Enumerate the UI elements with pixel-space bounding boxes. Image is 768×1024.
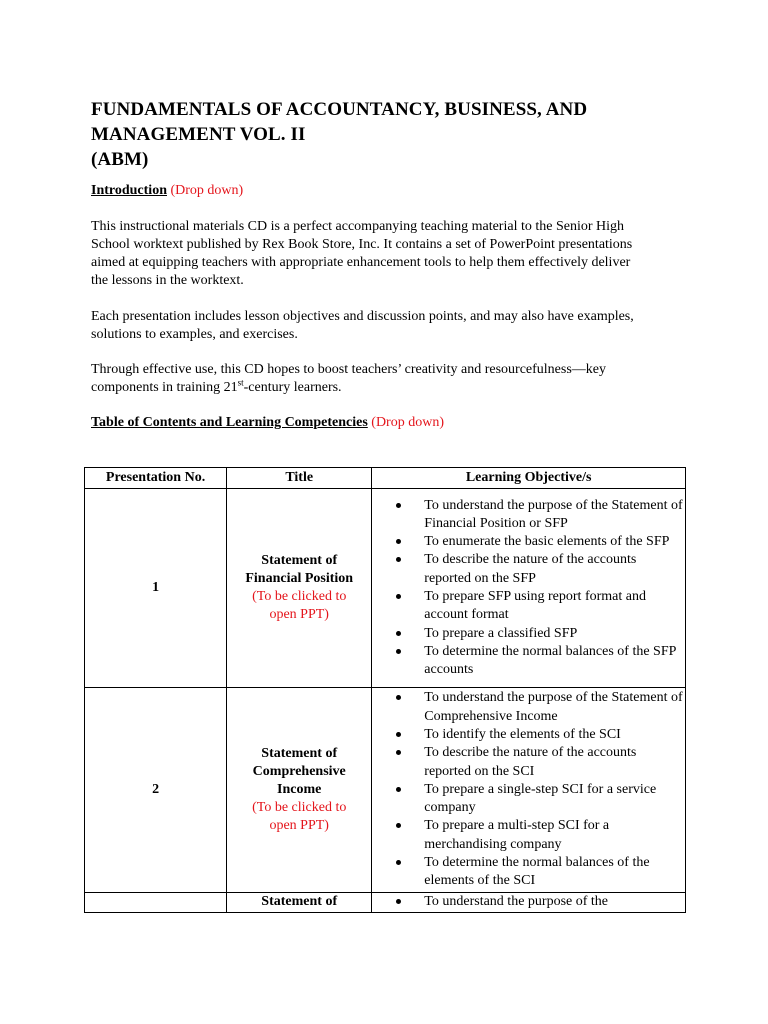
open-ppt-link[interactable] <box>227 588 371 624</box>
presentation-title-cell <box>227 893 372 913</box>
open-ppt-link-line[interactable]: (To be clicked to <box>252 800 347 815</box>
objective-item: To describe the nature of the accounts reported on the SFP <box>372 551 685 588</box>
objectives-cell <box>372 893 686 913</box>
table-row <box>85 489 686 688</box>
objective-item: To prepare SFP using report format and account format <box>372 588 685 625</box>
open-ppt-link-line[interactable]: open PPT) <box>269 818 329 833</box>
column-header-title: Title <box>227 468 372 489</box>
paragraph-line: solutions to examples, and exercises. <box>91 327 298 342</box>
objective-item: To prepare a single-step SCI for a service company <box>372 781 685 818</box>
presentation-title-line: Statement of <box>261 746 338 761</box>
document-title <box>91 97 691 172</box>
toc-heading: Table of Contents and Learning Competencies <box>91 415 368 430</box>
open-ppt-link[interactable] <box>227 799 371 835</box>
introduction-heading-row <box>91 182 243 200</box>
objective-item: To determine the normal balances of the elements of the SCI <box>372 854 685 891</box>
objective-item: To prepare a classified SFP <box>372 625 685 643</box>
objectives-list <box>372 689 685 890</box>
presentation-title-line: Comprehensive <box>252 764 346 779</box>
table-row <box>85 893 686 913</box>
competencies-table <box>84 467 686 913</box>
column-header-presentation-no: Presentation No. <box>85 468 227 489</box>
objectives-list <box>372 893 685 911</box>
paragraph-line <box>91 379 691 397</box>
paragraph-line: Through effective use, this CD hopes to boost teachers’ creativity and resourcefulness—key <box>91 362 606 377</box>
objective-item: To enumerate the basic elements of the SFP <box>372 533 685 551</box>
introduction-dropdown[interactable]: (Drop down) <box>170 183 244 198</box>
objective-item: To identify the elements of the SCI <box>372 726 685 744</box>
introduction-heading: Introduction <box>91 183 167 198</box>
paragraph-line: aimed at equipping teachers with appropriate enhancement tools to help them effectively deliver <box>91 255 631 270</box>
open-ppt-link-line[interactable]: open PPT) <box>269 607 329 622</box>
open-ppt-link-line[interactable]: (To be clicked to <box>252 589 347 604</box>
paragraph-line: Each presentation includes lesson objectives and discussion points, and may also have examples, <box>91 309 634 324</box>
table-row <box>85 688 686 893</box>
presentation-title-line: Statement of <box>261 553 338 568</box>
objective-item: To determine the normal balances of the SFP accounts <box>372 643 685 680</box>
title-line-1: FUNDAMENTALS OF ACCOUNTANCY, BUSINESS, AND <box>91 99 588 120</box>
table-header-row <box>85 468 686 489</box>
title-line-2: MANAGEMENT VOL. II <box>91 124 306 145</box>
presentation-title-line: Income <box>277 782 322 797</box>
objectives-list <box>372 497 685 680</box>
column-header-learning-objectives: Learning Objective/s <box>372 468 686 489</box>
intro-paragraph-3 <box>91 361 691 397</box>
objective-item: To understand the purpose of the Statement of Comprehensive Income <box>372 689 685 726</box>
intro-paragraph-2 <box>91 308 691 344</box>
presentation-number: 1 <box>85 489 227 688</box>
paragraph-text: -century learners. <box>243 380 342 395</box>
presentation-title-cell <box>227 489 372 688</box>
presentation-title-line: Statement of <box>261 894 338 909</box>
objective-item: To understand the purpose of the Statement of Financial Position or SFP <box>372 497 685 534</box>
paragraph-line: the lessons in the worktext. <box>91 273 244 288</box>
superscript: st <box>237 377 244 388</box>
toc-dropdown[interactable]: (Drop down) <box>371 415 444 430</box>
paragraph-text: components in training 21 <box>91 380 238 395</box>
intro-paragraph-1 <box>91 218 691 290</box>
objective-item: To describe the nature of the accounts reported on the SCI <box>372 744 685 781</box>
presentation-title-cell <box>227 688 372 893</box>
objective-item: To prepare a multi-step SCI for a merchandising company <box>372 817 685 854</box>
objective-item: To understand the purpose of the <box>372 893 685 911</box>
paragraph-line: This instructional materials CD is a perfect accompanying teaching material to the Senior High <box>91 219 625 234</box>
presentation-number: 2 <box>85 688 227 893</box>
title-line-3: (ABM) <box>91 149 149 170</box>
toc-heading-row <box>91 414 444 432</box>
presentation-title-line: Financial Position <box>245 571 354 586</box>
presentation-number <box>85 893 227 913</box>
objectives-cell <box>372 688 686 893</box>
objectives-cell <box>372 489 686 688</box>
paragraph-line: School worktext published by Rex Book Store, Inc. It contains a set of PowerPoint presentations <box>91 237 633 252</box>
